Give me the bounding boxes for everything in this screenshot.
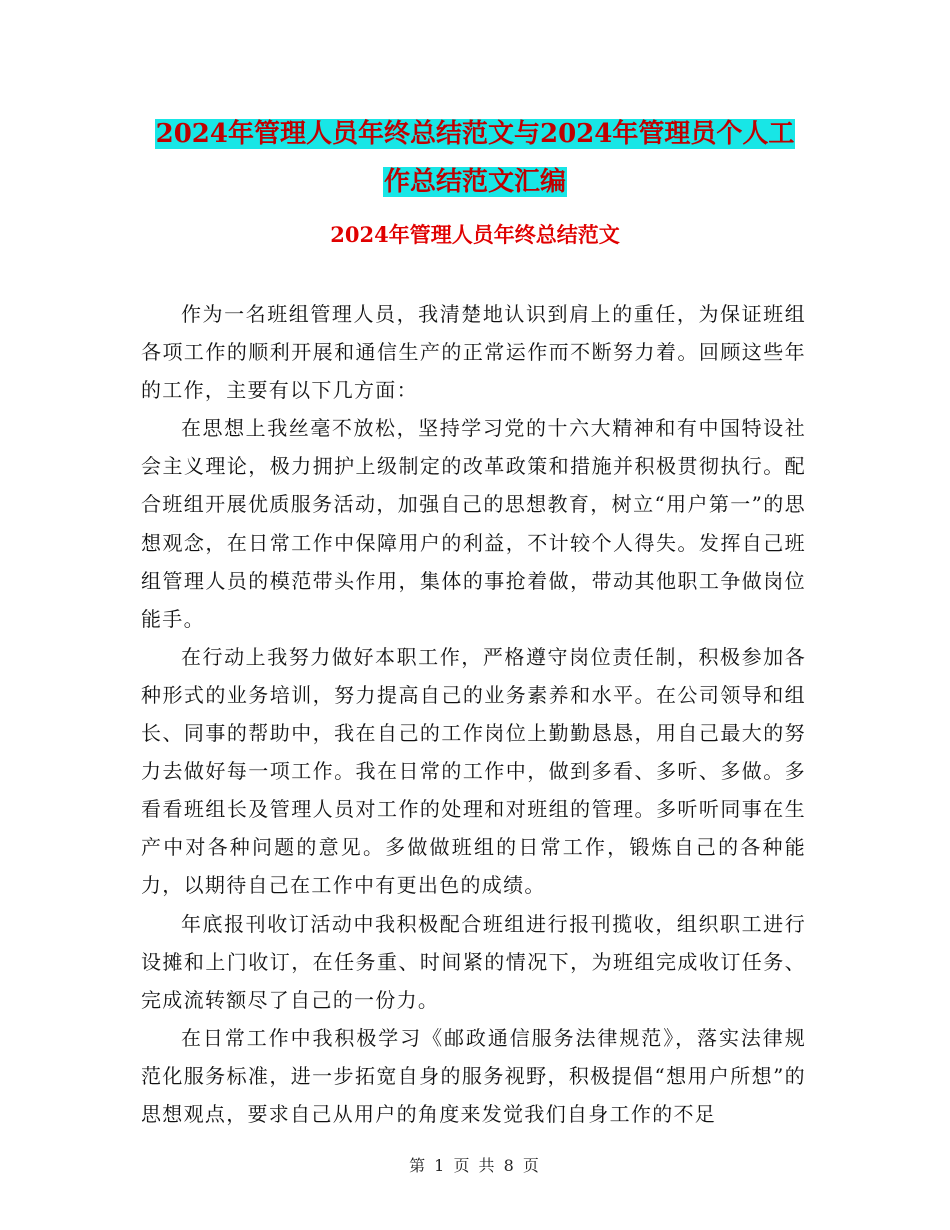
- document-title-line-2: [0, 158, 950, 206]
- paragraph: 在思想上我丝毫不放松，坚持学习党的十六大精神和有中国特设社会主义理论，极力拥护上级制定的改革政策和措施并积极贯彻执行。配合班组开展优质服务活动，加强自己的思想教育，树立“用户第一”的思想观念，在日常工作中保障用户的利益，不计较个人得失。发挥自己班组管理人员的模范带头作用，集体的事抢着做，带动其他职工争做岗位能手。: [141, 416, 806, 631]
- paragraph: 在行动上我努力做好本职工作，严格遵守岗位责任制，积极参加各种形式的业务培训，努力提高自己的业务素养和水平。在公司领导和组长、同事的帮助中，我在自己的工作岗位上勤勤恳恳，用自己最大的努力去做好每一项工作。我在日常的工作中，做到多看、多听、多做。多看看班组长及管理人员对工作的处理和对班组的管理。多听听同事在生产中对各种问题的意见。多做做班组的日常工作，锻炼自己的各种能力，以期待自己在工作中有更出色的成绩。: [141, 644, 806, 898]
- title-line-2-text: 作总结范文汇编: [383, 167, 566, 197]
- paragraph: 年底报刊收订活动中我积极配合班组进行报刊揽收，组织职工进行设摊和上门收订，在任务重、时间紧的情况下，为班组完成收订任务、完成流转额尽了自己的一份力。: [141, 911, 806, 1012]
- page-number-footer: 第 1 页 共 8 页: [409, 1156, 541, 1175]
- paragraph: 在日常工作中我积极学习《邮政通信服务法律规范》，落实法律规范化服务标准，进一步拓宽自身的服务视野，积极提倡“想用户所想”的思想观点，要求自己从用户的角度来发觉我们自身工作的不足: [141, 1025, 806, 1126]
- section-title: 2024年管理人员年终总结范文: [330, 222, 620, 247]
- title-line-1-text: 2024年管理人员年终总结范文与2024年管理员个人工: [155, 119, 795, 149]
- document-body: [141, 295, 806, 1133]
- paragraph: 作为一名班组管理人员，我清楚地认识到肩上的重任，为保证班组各项工作的顺利开展和通信生产的正常运作而不断努力着。回顾这些年的工作，主要有以下几方面：: [141, 302, 806, 403]
- document-title-line-1: [0, 110, 950, 158]
- document-title: [0, 110, 950, 206]
